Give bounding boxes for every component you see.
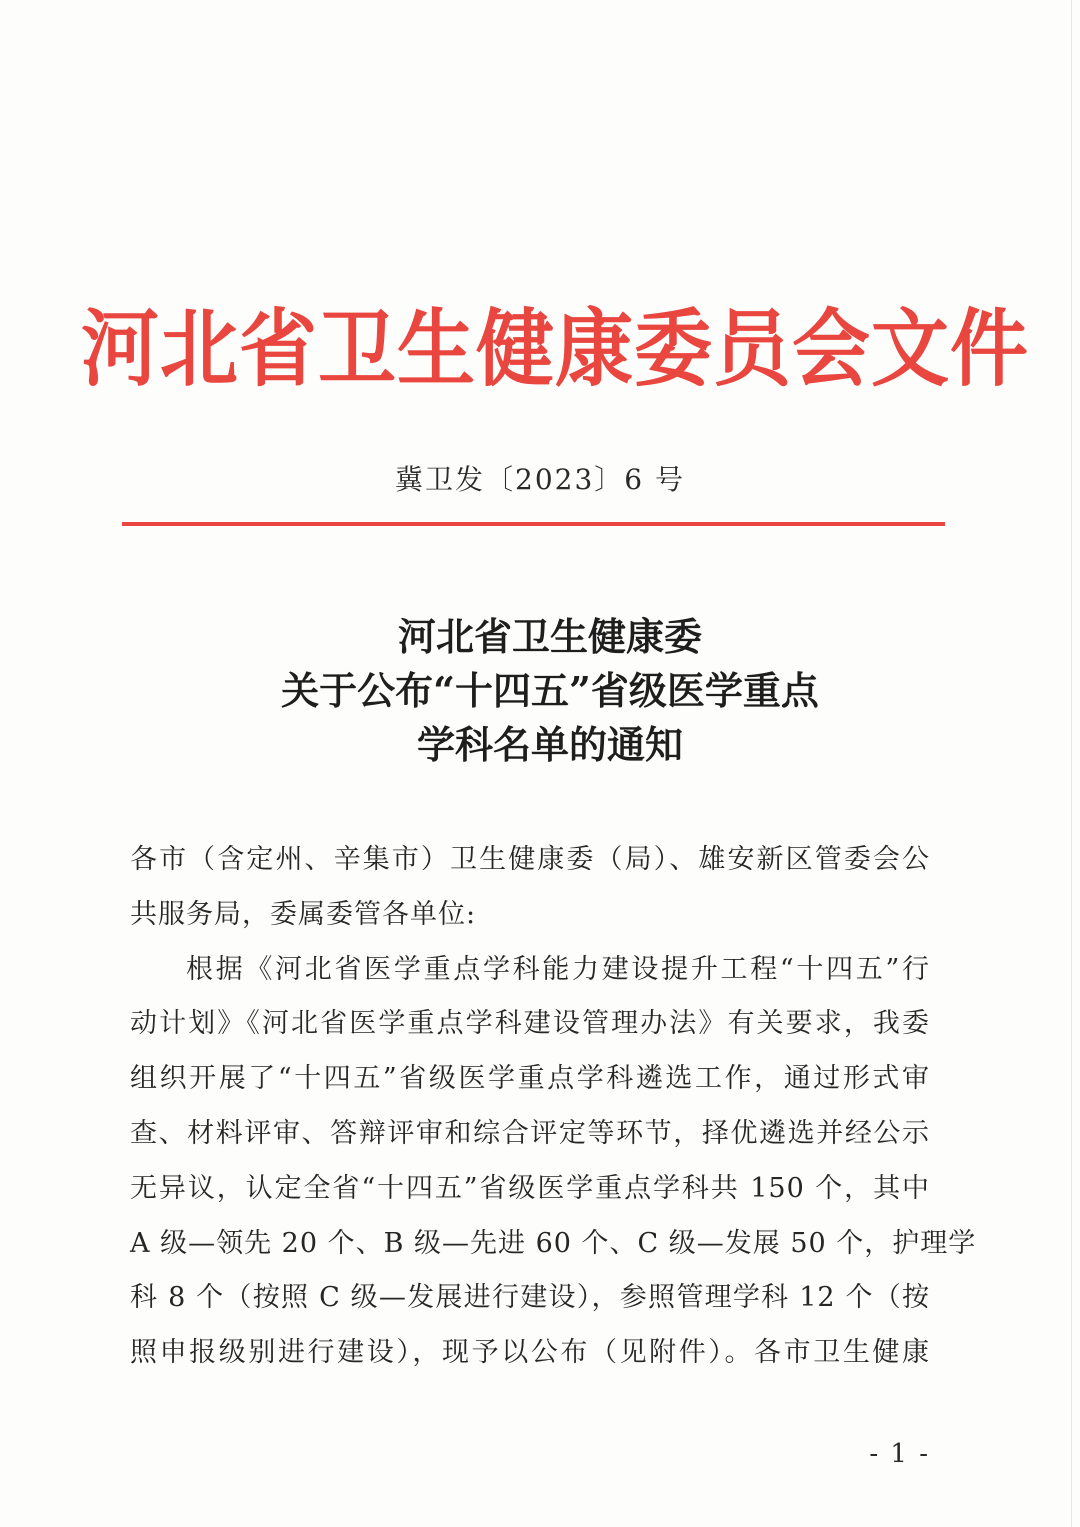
body-line: 动计划》《河北省医学重点学科建设管理办法》有关要求，我委 xyxy=(130,1008,930,1040)
body-line: 根据《河北省医学重点学科能力建设提升工程“十四五”行 xyxy=(186,953,930,985)
issuer-header-title: 河北省卫生健康委员会文件 xyxy=(80,301,1029,399)
body-line: 查、材料评审、答辩评审和综合评定等环节，择优遴选并经公示 xyxy=(130,1117,930,1149)
red-divider-rule xyxy=(122,522,945,526)
notice-title-line: 河北省卫生健康委 xyxy=(397,614,702,659)
body-line: 无异议，认定全省“十四五”省级医学重点学科共 150 个，其中 xyxy=(130,1172,930,1204)
notice-body xyxy=(130,833,977,1381)
notice-title-line: 学科名单的通知 xyxy=(416,722,683,767)
body-line: 科 8 个（按照 C 级—发展进行建设），参照管理学科 12 个（按 xyxy=(130,1282,930,1314)
body-line: 共服务局，委属委管各单位: xyxy=(130,898,477,930)
body-line: A 级—领先 20 个、B 级—先进 60 个、C 级—发展 50 个，护理学 xyxy=(130,1227,977,1259)
document-number: 冀卫发〔2023〕6 号 xyxy=(395,463,685,496)
notice-title xyxy=(0,610,1080,772)
notice-title-line: 关于公布“十四五”省级医学重点 xyxy=(281,668,819,713)
body-line: 组织开展了“十四五”省级医学重点学科遴选工作，通过形式审 xyxy=(130,1063,930,1095)
body-line: 各市（含定州、辛集市）卫生健康委（局）、雄安新区管委会公 xyxy=(130,844,930,875)
body-line: 照申报级别进行建设），现予以公布（见附件）。各市卫生健康 xyxy=(130,1337,930,1369)
page-number: - 1 - xyxy=(869,1439,930,1469)
